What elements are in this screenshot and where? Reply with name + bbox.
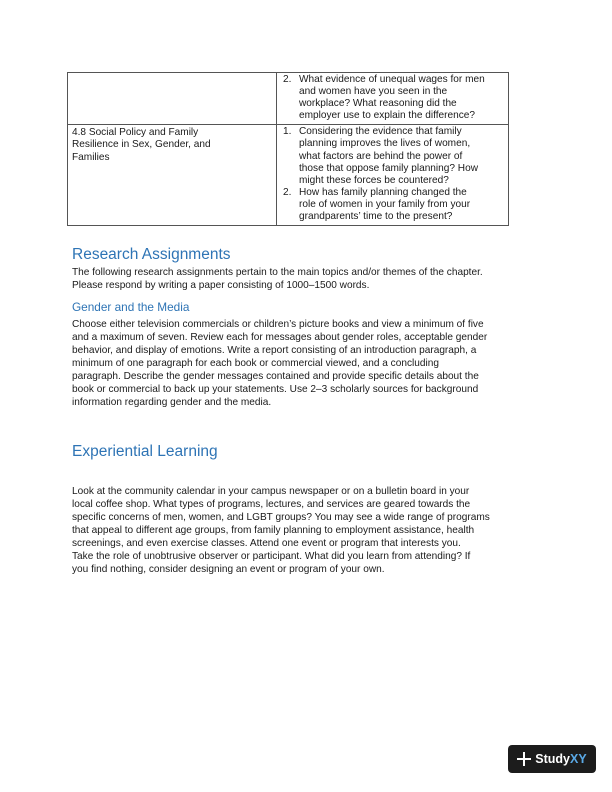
text-line: you find nothing, consider designing an event or program of your own. — [72, 564, 385, 575]
experiential-body — [72, 485, 548, 576]
question-line: Considering the evidence that family — [299, 126, 462, 138]
text-line: specific concerns of men, women, and LGBT groups? You may see a wide range of programs — [72, 512, 490, 523]
gender-media-body — [72, 318, 548, 409]
discussion-table — [67, 72, 509, 226]
studyxy-badge[interactable] — [508, 745, 596, 773]
question-item: 1. Considering the evidence that family planning improves the lives of women, what factors are behind the power of those that oppose family planning? How might these forces be countered? — [281, 126, 504, 186]
question-line: How has family planning changed the — [299, 186, 467, 198]
question-list — [281, 74, 504, 122]
topic-line: Resilience in Sex, Gender, and — [72, 139, 211, 151]
question-line: those that oppose family planning? How — [299, 162, 478, 174]
text-line: minimum of one paragraph for each book or commercial viewed, and a concluding — [72, 358, 439, 369]
questions-cell — [277, 73, 509, 125]
topic-line: 4.8 Social Policy and Family — [72, 127, 199, 139]
questions-cell — [277, 125, 509, 226]
question-line: planning improves the lives of women, — [299, 138, 471, 150]
table-row — [68, 125, 509, 226]
experiential-heading: Experiential Learning — [72, 443, 218, 460]
question-list — [281, 126, 504, 223]
question-line: what factors are behind the power of — [299, 150, 463, 162]
text-line: Please respond by writing a paper consisting of 1000–1500 words. — [72, 280, 370, 291]
text-line: Take the role of unobtrusive observer or participant. What did you learn from attending? If — [72, 551, 471, 562]
question-line: grandparents’ time to the present? — [299, 211, 453, 223]
question-line: employer use to explain the difference? — [299, 110, 476, 122]
question-line: workplace? What reasoning did the — [299, 98, 457, 110]
text-line: paragraph. Describe the gender messages contained and provide specific details about the — [72, 371, 479, 382]
research-intro — [72, 266, 548, 292]
question-line: What evidence of unequal wages for men — [299, 74, 485, 85]
plus-icon — [517, 752, 531, 766]
table-row — [68, 73, 509, 125]
topic-cell — [68, 73, 277, 125]
text-line: book or commercial to back up your statements. Use 2–3 scholarly sources for background — [72, 384, 479, 395]
question-item: 2. What evidence of unequal wages for men and women have you seen in the workplace? What reasoning did the employer use to explain the difference? — [281, 74, 504, 122]
topic-line: Families — [72, 151, 110, 163]
question-line: and women have you seen in the — [299, 86, 448, 98]
text-line: behavior, and display of emotions. Write a report consisting of an introduction paragraph, a — [72, 345, 477, 356]
text-line: Choose either television commercials or children’s picture books and view a minimum of five — [72, 319, 484, 330]
gender-media-heading: Gender and the Media — [72, 300, 190, 314]
question-item: 2. How has family planning changed the role of women in your family from your grandparents’ time to the present? — [281, 187, 504, 223]
text-line: local coffee shop. What types of programs, lectures, and services are geared towards the — [72, 499, 471, 510]
text-line: that appeal to different age groups, from family planning to employment assistance, health — [72, 525, 475, 536]
text-line: screenings, and even exercise classes. Attend one event or program that interests you. — [72, 538, 461, 549]
research-heading: Research Assignments — [72, 246, 231, 263]
brand-name: StudyXY — [535, 752, 587, 766]
text-line: information regarding gender and the media. — [72, 397, 272, 408]
question-line: might these forces be countered? — [299, 174, 449, 186]
topic-cell — [68, 125, 277, 226]
text-line: and a maximum of seven. Review each for messages about gender roles, acceptable gender — [72, 332, 488, 343]
text-line: Look at the community calendar in your campus newspaper or on a bulletin board in your — [72, 486, 470, 497]
text-line: The following research assignments pertain to the main topics and/or themes of the chapter. — [72, 267, 483, 278]
question-line: role of women in your family from your — [299, 198, 471, 210]
